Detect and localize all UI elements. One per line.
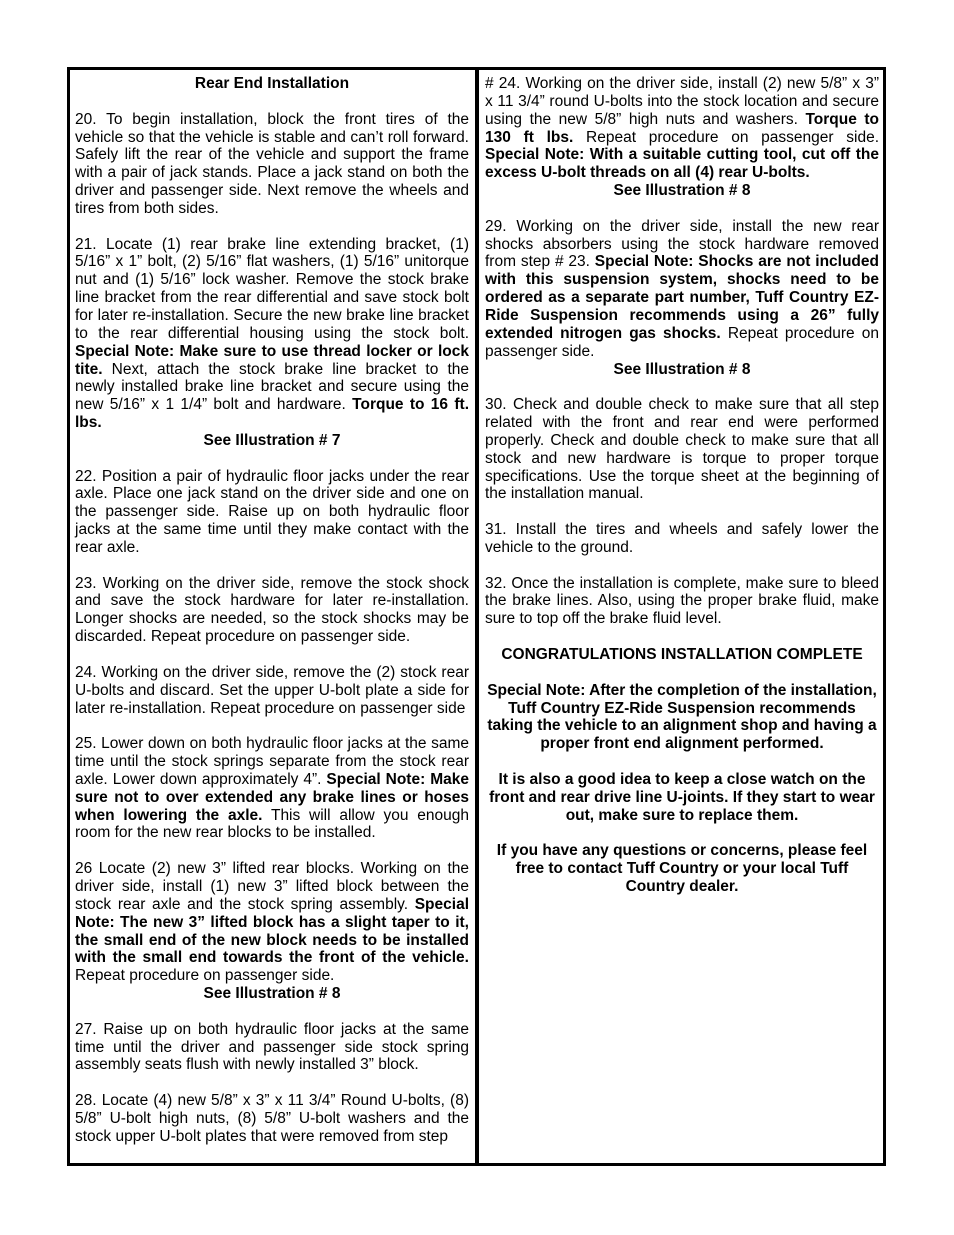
text-run: Repeat procedure on passenger side.	[573, 128, 879, 146]
line-text	[75, 789, 469, 806]
text-line	[75, 967, 469, 985]
line-text	[75, 343, 469, 360]
line-text: proper front end alignment performed.	[540, 735, 824, 753]
line-text: sure to top off the brake fluid level.	[485, 610, 722, 628]
illustration-reference	[75, 432, 469, 450]
text-run: stock rear axle and the stock spring assembly.	[75, 895, 415, 913]
text-line	[485, 164, 879, 182]
text-line	[485, 343, 879, 361]
text-line	[485, 325, 879, 343]
line-text	[485, 307, 879, 324]
text-line	[485, 700, 879, 718]
right-column	[485, 75, 879, 914]
text-line	[485, 450, 879, 468]
bold-text-run: ordered as a separate part number, Tuff Country EZ-	[485, 289, 879, 307]
text-line	[485, 468, 879, 486]
text-line	[75, 628, 469, 646]
bold-text-run: 130 ft lbs.	[485, 128, 574, 146]
text-line	[485, 253, 879, 271]
line-text: axle. Place one jack stand on the driver side and one on	[75, 485, 469, 503]
illustration-reference	[485, 361, 879, 379]
line-text: 22. Position a pair of hydraulic floor jacks under the rear	[75, 467, 469, 485]
line-text	[485, 129, 879, 146]
line-text: newly installed brake line bracket and secure using the	[75, 378, 469, 396]
line-text: taking the vehicle to an alignment shop and having a	[487, 717, 877, 735]
text-line	[75, 914, 469, 932]
text-line	[75, 414, 469, 432]
text-line	[485, 396, 879, 414]
text-line	[75, 200, 469, 218]
text-line	[75, 468, 469, 486]
text-line	[75, 182, 469, 200]
bold-text-run: tite.	[75, 360, 103, 378]
bold-text-run: Special Note: With a suitable cutting tool, cut off the	[485, 146, 879, 164]
text-line	[75, 485, 469, 503]
line-text: free to contact Tuff Country or your local Tuff	[515, 860, 849, 878]
text-run: Repeat procedure on	[720, 324, 879, 342]
text-line	[75, 575, 469, 593]
text-line	[485, 610, 879, 628]
text-line	[485, 807, 879, 825]
text-line	[485, 735, 879, 753]
line-text	[75, 914, 469, 931]
text-run: from step # 23.	[485, 253, 595, 271]
text-line	[75, 111, 469, 129]
line-text: CONGRATULATIONS INSTALLATION COMPLETE	[501, 646, 863, 663]
illustration-reference-text: See Illustration # 8	[613, 360, 751, 378]
text-line	[75, 682, 469, 700]
line-text: driver and passenger side. Next remove the wheels and	[75, 182, 469, 200]
text-line	[485, 307, 879, 325]
line-text: 27. Raise up on both hydraulic floor jacks at the same	[75, 1020, 469, 1038]
line-text: 23. Working on the driver side, remove the stock shock	[75, 574, 469, 592]
instruction-step	[485, 521, 879, 557]
text-line	[75, 735, 469, 753]
illustration-reference	[485, 182, 879, 200]
text-line	[75, 1092, 469, 1110]
text-line	[75, 1128, 469, 1146]
instruction-step	[75, 1092, 469, 1146]
instruction-step	[485, 575, 879, 629]
line-text: 26 Locate (2) new 3” lifted rear blocks. Working on the	[75, 860, 469, 878]
text-run: axle. Lower down approximately 4”.	[75, 770, 327, 788]
bold-text-run: with this suspension system, shocks need to be	[485, 271, 879, 289]
instruction-step	[75, 860, 469, 1003]
line-text: 21. Locate (1) rear brake line extending bracket, (1)	[75, 235, 469, 253]
line-text: related with the front and rear end were performed	[485, 414, 879, 432]
text-line	[485, 521, 879, 539]
text-line	[75, 592, 469, 610]
line-text: Country dealer.	[625, 877, 739, 895]
bold-text-run: extended nitrogen gas shocks.	[485, 324, 721, 342]
text-line	[485, 485, 879, 503]
text-line	[75, 146, 469, 164]
text-line	[485, 682, 879, 700]
line-text: If you have any questions or concerns, please feel	[496, 842, 868, 860]
line-text: Longer shocks are needed, so the stock shocks may be	[75, 610, 469, 628]
text-line	[75, 878, 469, 896]
text-line	[485, 539, 879, 557]
text-line	[485, 271, 879, 289]
instruction-step	[75, 735, 469, 842]
instruction-step	[485, 218, 879, 379]
line-text: room for the new rear blocks to be installed.	[75, 824, 376, 842]
line-text: It is also a good idea to keep a close watch on the	[498, 770, 866, 788]
text-line	[75, 164, 469, 182]
text-line	[485, 842, 879, 860]
completion-notice	[485, 682, 879, 753]
line-text: to the rear differential housing using the stock bolt.	[75, 324, 469, 342]
bold-text-run: Torque to 16 ft.	[352, 396, 469, 414]
instruction-step	[75, 664, 469, 718]
text-line	[75, 75, 469, 93]
instruction-step	[75, 468, 469, 557]
line-text: nut and (1) 5/16” lock washer. Remove the stock brake	[75, 271, 469, 289]
bold-text-run: with the small end towards the front of the vehicle.	[75, 949, 469, 967]
line-text	[75, 807, 469, 824]
text-line	[75, 539, 469, 557]
text-line	[75, 664, 469, 682]
line-text: 30. Check and double check to make sure that all step	[485, 396, 879, 414]
text-line	[75, 521, 469, 539]
line-text	[485, 289, 879, 306]
text-line	[485, 75, 879, 93]
text-line	[75, 1056, 469, 1074]
line-text: 32. Once the installation is complete, make sure to bleed	[485, 574, 879, 592]
line-text: 29. Working on the driver side, install the new rear	[485, 217, 879, 235]
line-text: # 24. Working on the driver side, install (2) new 5/8” x 3”	[485, 75, 879, 92]
text-line	[485, 771, 879, 789]
text-line	[75, 271, 469, 289]
text-line	[75, 1110, 469, 1128]
text-line	[75, 896, 469, 914]
line-text: for later re-installation. Secure the new brake line bracket	[75, 306, 469, 324]
text-line	[75, 361, 469, 379]
text-line	[485, 111, 879, 129]
illustration-reference-text: See Illustration # 8	[203, 985, 341, 1003]
line-text: 24. Working on the driver side, remove the (2) stock rear	[75, 663, 469, 681]
line-text	[75, 361, 469, 378]
line-text: 5/8” U-bolt high nuts, (8) 5/8” U-bolt washers and the	[75, 1109, 469, 1127]
line-text: Special Note: After the completion of the installation,	[487, 681, 877, 699]
illustration-reference	[75, 985, 469, 1003]
line-text: the passenger side. Raise up on both hydraulic floor	[75, 503, 469, 521]
text-run: Next, attach the stock brake line bracket to the	[102, 360, 469, 378]
text-line	[485, 860, 879, 878]
line-text: driver side, install (1) new 3” lifted block between the	[75, 877, 469, 895]
left-column	[75, 75, 469, 1163]
text-line	[485, 878, 879, 896]
line-text: time until the stock springs separate from the stock rear	[75, 753, 469, 771]
line-text	[485, 146, 879, 163]
text-line	[485, 717, 879, 735]
line-text	[485, 164, 810, 181]
line-text: rear axle.	[75, 538, 140, 556]
line-text: x 11 3/4” round U-bolts into the stock location and secure	[485, 92, 879, 110]
completion-notice	[485, 771, 879, 825]
text-line	[75, 949, 469, 967]
text-line	[75, 1021, 469, 1039]
line-text	[75, 932, 469, 949]
text-line	[75, 325, 469, 343]
illustration-reference-text: See Illustration # 7	[203, 431, 341, 449]
text-line	[485, 218, 879, 236]
text-line	[75, 610, 469, 628]
text-line	[485, 129, 879, 147]
bold-text-run: when lowering the axle.	[75, 806, 263, 824]
text-line	[75, 503, 469, 521]
text-run: This will allow you enough	[262, 806, 469, 824]
line-text: specifications. Use the torque sheet at the beginning of	[485, 467, 879, 485]
text-line	[485, 575, 879, 593]
text-line	[75, 307, 469, 325]
text-line	[485, 289, 879, 307]
instruction-step	[75, 236, 469, 450]
line-text: line bracket from the rear differential and save stock bolt	[75, 289, 469, 307]
line-text: vehicle so that the vehicle is stable and can’t roll forward.	[75, 128, 469, 146]
text-line	[485, 414, 879, 432]
text-line	[485, 236, 879, 254]
line-text: U-bolts and discard. Set the upper U-bolt plate a side for	[75, 681, 469, 699]
illustration-reference-text: See Illustration # 8	[613, 182, 751, 200]
instruction-step	[75, 1021, 469, 1075]
instruction-step	[485, 396, 879, 503]
text-line	[485, 789, 879, 807]
completion-notice	[485, 646, 879, 664]
line-text: Rear End Installation	[194, 75, 350, 92]
column-divider	[475, 67, 479, 1166]
line-text: discarded. Repeat procedure on passenger side.	[75, 628, 411, 646]
section-heading	[75, 75, 469, 93]
bold-text-run: Special	[414, 895, 469, 913]
line-text: 25. Lower down on both hydraulic floor jacks at the same	[75, 735, 469, 753]
text-line	[75, 860, 469, 878]
bold-text-run: the small end of the new block needs to be installed	[75, 931, 469, 949]
line-text	[485, 111, 879, 128]
line-text	[485, 325, 879, 342]
line-text	[75, 771, 469, 788]
bold-text-run: lbs.	[75, 414, 102, 432]
line-text: assembly seats flush with newly installed 3” block.	[75, 1056, 419, 1074]
line-text: later re-installation. Repeat procedure on passenger side	[75, 699, 466, 717]
line-text	[75, 414, 102, 431]
text-line	[75, 771, 469, 789]
line-text: with a pair of jack stands. Place a jack stand on both the	[75, 164, 469, 182]
line-text: 20. To begin installation, block the front tires of the	[75, 110, 469, 128]
line-text: shocks absorbers using the stock hardware removed	[485, 235, 879, 253]
text-line	[485, 646, 879, 664]
text-line	[75, 789, 469, 807]
line-text: 31. Install the tires and wheels and safely lower the	[485, 521, 879, 539]
line-text: and save the stock hardware for later re-installation.	[75, 592, 469, 610]
bold-text-run: excess U-bolt threads on all (4) rear U-bolts.	[485, 164, 810, 182]
text-line	[75, 932, 469, 950]
line-text: stock upper U-bolt plates that were removed from step	[75, 1127, 449, 1145]
line-text: the installation manual.	[485, 485, 644, 503]
line-text: jacks at the same time until they make contact with the	[75, 521, 469, 539]
line-text: 5/16” x 1” bolt, (2) 5/16” flat washers, (1) 5/16” unitorque	[75, 253, 469, 271]
instruction-step	[485, 75, 879, 200]
text-line	[75, 236, 469, 254]
text-line	[75, 396, 469, 414]
line-text: time until the driver and passenger side stock spring	[75, 1038, 469, 1056]
bold-text-run: Special Note: Shocks are not included	[594, 253, 879, 271]
line-text: vehicle to the ground.	[485, 538, 634, 556]
line-text: passenger side.	[485, 342, 595, 360]
line-text: Safely lift the rear of the vehicle and support the frame	[75, 146, 469, 164]
text-line	[485, 592, 879, 610]
line-text: front and rear drive line U-joints. If they start to wear	[489, 788, 875, 806]
line-text: 28. Locate (4) new 5/8” x 3” x 11 3/4” Round U-bolts, (8)	[75, 1092, 469, 1110]
line-text: the brake lines. Also, using the proper brake fluid, make	[485, 592, 879, 610]
text-line	[75, 1039, 469, 1057]
line-text: stock and new hardware is torque to proper torque	[485, 449, 879, 467]
bold-text-run: Ride Suspension recommends using a 26” fully	[485, 306, 879, 324]
line-text: Tuff Country EZ-Ride Suspension recommends	[508, 699, 856, 717]
bold-text-run: Special Note: Make sure to use thread locker or lock	[75, 342, 469, 360]
instruction-step	[75, 575, 469, 646]
line-text: tires from both sides.	[75, 199, 219, 217]
text-line	[485, 93, 879, 111]
text-line	[75, 824, 469, 842]
line-text	[75, 396, 469, 413]
line-text	[485, 271, 879, 288]
text-line	[485, 146, 879, 164]
line-text	[485, 253, 879, 270]
line-text: out, make sure to replace them.	[565, 806, 799, 824]
bold-text-run: Special Note: Make	[326, 770, 469, 788]
line-text: Repeat procedure on passenger side.	[75, 967, 335, 985]
text-line	[75, 289, 469, 307]
text-line	[75, 753, 469, 771]
text-line	[75, 129, 469, 147]
text-run: new 5/16” x 1 1/4” bolt and hardware.	[75, 396, 353, 414]
text-line	[485, 432, 879, 450]
text-line	[75, 807, 469, 825]
bold-text-run: Note: The new 3” lifted block has a slight taper to it,	[75, 913, 469, 931]
line-text	[75, 896, 469, 913]
line-text: properly. Check and double check to make sure that all	[485, 431, 879, 449]
text-line	[75, 378, 469, 396]
completion-notice	[485, 842, 879, 896]
text-line	[75, 253, 469, 271]
text-run: using the new 5/8” high nuts and washers.	[485, 110, 806, 128]
instruction-step	[75, 111, 469, 218]
text-line	[75, 700, 469, 718]
bold-text-run: Torque to	[805, 110, 880, 128]
text-line	[75, 343, 469, 361]
line-text	[75, 949, 469, 966]
bold-text-run: sure not to over extended any brake lines or hoses	[75, 788, 469, 806]
